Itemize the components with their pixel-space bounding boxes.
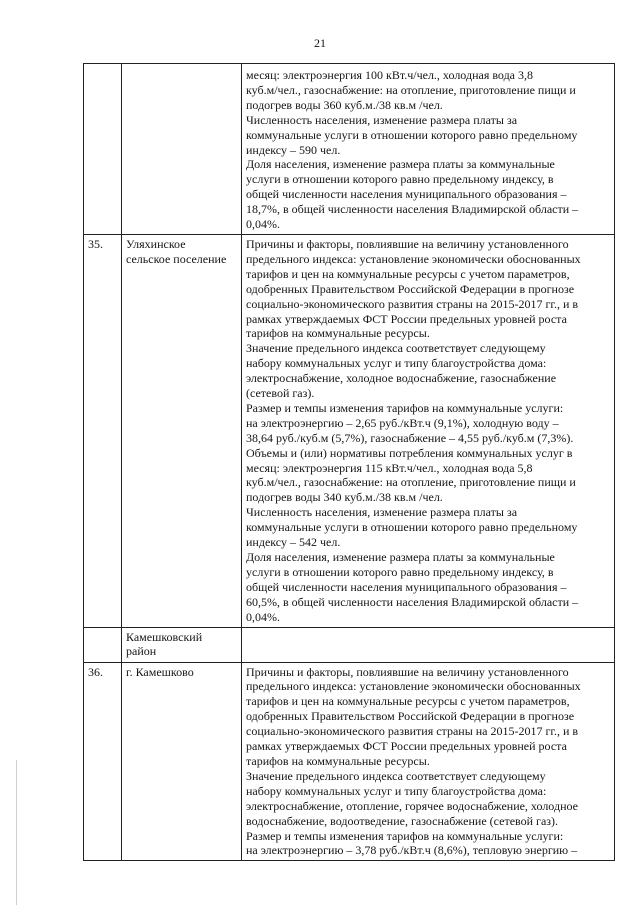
municipality-name-line: район bbox=[126, 644, 157, 659]
municipality-name-cell bbox=[122, 64, 242, 235]
description-line: Размер и темпы изменения тарифов на коммунальные услуги: bbox=[246, 400, 564, 415]
description-line: 0,04%. bbox=[246, 217, 280, 232]
description-line: Доля населения, изменение размера платы за коммунальные bbox=[246, 157, 555, 172]
description-line: предельного индекса: установление экономически обоснованных bbox=[246, 251, 581, 266]
description-line: социально-экономического развития страны на 2015-2017 гг., и в bbox=[246, 296, 579, 311]
row-number: 36. bbox=[88, 664, 103, 679]
description-line: Значение предельного индекса соответствует следующему bbox=[246, 768, 546, 783]
description-line: 18,7%, в общей численности населения Владимирской области – bbox=[246, 202, 579, 217]
description-line: тарифов на коммунальные ресурсы. bbox=[246, 326, 430, 341]
description-paragraph bbox=[246, 237, 610, 341]
row-number: 35. bbox=[88, 236, 103, 251]
description-line: набору коммунальных услуг и типу благоустройства дома: bbox=[246, 356, 547, 371]
description-line: тарифов на коммунальные ресурсы. bbox=[246, 753, 430, 768]
page-number: 21 bbox=[314, 36, 326, 50]
municipality-name-line: Уляхинское bbox=[126, 236, 186, 251]
description-line: предельного индекса: установление экономически обоснованных bbox=[246, 679, 581, 694]
row-number-cell bbox=[84, 627, 122, 662]
description-line: Численность населения, изменение размера платы за bbox=[246, 505, 518, 520]
description-line: Причины и факторы, повлиявшие на величину установленного bbox=[246, 236, 569, 251]
description-paragraph bbox=[246, 341, 610, 401]
description-line: индексу – 542 чел. bbox=[246, 535, 341, 550]
table-row bbox=[84, 64, 615, 235]
description-paragraph bbox=[246, 829, 610, 859]
description-line: социально-экономического развития страны на 2015-2017 гг., и в bbox=[246, 724, 579, 739]
description-line: услуги в отношении которого равно предельному индексу, в bbox=[246, 172, 554, 187]
description-line: коммунальные услуги в отношении которого равно предельному bbox=[246, 520, 578, 535]
description-line: на электроэнергию – 2,65 руб./кВт.ч (9,1%), холодную воду – bbox=[246, 415, 559, 430]
description-line: тарифов и цен на коммунальные ресурсы с учетом параметров, bbox=[246, 694, 570, 709]
description-line: набору коммунальных услуг и типу благоустройства дома: bbox=[246, 783, 547, 798]
description-paragraph bbox=[246, 446, 610, 506]
description-line: подогрев воды 340 куб.м./38 кв.м /чел. bbox=[246, 490, 443, 505]
description-line: 60,5%, в общей численности населения Владимирской области – bbox=[246, 594, 579, 609]
description-line: индексу – 590 чел. bbox=[246, 142, 341, 157]
scan-margin-line bbox=[16, 760, 17, 905]
description-line: куб.м/чел., газоснабжение: на отопление, приготовление пищи и bbox=[246, 82, 576, 97]
description-line: электроснабжение, отопление, горячее водоснабжение, холодное bbox=[246, 798, 578, 813]
table-row bbox=[84, 234, 615, 627]
description-line: одобренных Правительством Российской Федерации в прогнозе bbox=[246, 709, 575, 724]
description-line: Причины и факторы, повлиявшие на величину установленного bbox=[246, 664, 569, 679]
description-cell bbox=[242, 662, 615, 861]
municipality-name-line: Камешковский bbox=[126, 629, 203, 644]
description-paragraph bbox=[246, 550, 610, 625]
description-line: услуги в отношении которого равно предельному индексу, в bbox=[246, 564, 554, 579]
description-line: куб.м/чел., газоснабжение: на отопление, приготовление пищи и bbox=[246, 475, 576, 490]
description-paragraph bbox=[246, 505, 610, 550]
description-line: подогрев воды 360 куб.м./38 кв.м /чел. bbox=[246, 97, 443, 112]
table-row bbox=[84, 627, 615, 662]
description-paragraph bbox=[246, 401, 610, 446]
description-paragraph bbox=[246, 68, 610, 113]
row-number-cell bbox=[84, 234, 122, 627]
description-line: (сетевой газ). bbox=[246, 386, 315, 401]
description-line: общей численности населения муниципального образования – bbox=[246, 187, 567, 202]
description-line: рамках утверждаемых ФСТ России предельных уровней роста bbox=[246, 311, 567, 326]
description-paragraph bbox=[246, 113, 610, 158]
description-line: Численность населения, изменение размера платы за bbox=[246, 112, 518, 127]
description-paragraph bbox=[246, 665, 610, 769]
description-line: 38,64 руб./куб.м (5,7%), газоснабжение – 4,55 руб./куб.м (7,3%). bbox=[246, 430, 574, 445]
description-line: общей численности населения муниципального образования – bbox=[246, 579, 567, 594]
description-line: месяц: электроэнергия 100 кВт.ч/чел., холодная вода 3,8 bbox=[246, 68, 534, 82]
description-line: тарифов и цен на коммунальные ресурсы с учетом параметров, bbox=[246, 266, 570, 281]
description-cell bbox=[242, 64, 615, 235]
municipality-name-cell bbox=[122, 662, 242, 861]
description-paragraph bbox=[246, 157, 610, 232]
municipality-name-cell bbox=[122, 627, 242, 662]
description-line: одобренных Правительством Российской Федерации в прогнозе bbox=[246, 281, 575, 296]
description-line: рамках утверждаемых ФСТ России предельных уровней роста bbox=[246, 739, 567, 754]
description-paragraph bbox=[246, 769, 610, 829]
description-line: Значение предельного индекса соответствует следующему bbox=[246, 341, 546, 356]
description-line: на электроэнергию – 3,78 руб./кВт.ч (8,6%), тепловую энергию – bbox=[246, 843, 578, 858]
description-line: электроснабжение, холодное водоснабжение, газоснабжение bbox=[246, 371, 557, 386]
description-line: Доля населения, изменение размера платы за коммунальные bbox=[246, 550, 555, 564]
description-line: месяц: электроэнергия 115 кВт.ч/чел., холодная вода 5,8 bbox=[246, 460, 533, 475]
tariff-table bbox=[83, 63, 615, 861]
municipality-name-line: сельское поселение bbox=[126, 251, 227, 266]
municipality-name-cell bbox=[122, 234, 242, 627]
row-number-cell bbox=[84, 64, 122, 235]
table-row bbox=[84, 662, 615, 861]
description-cell bbox=[242, 234, 615, 627]
description-line: водоснабжение, водоотведение, газоснабжение (сетевой газ). bbox=[246, 813, 559, 828]
description-line: Объемы и (или) нормативы потребления коммунальных услуг в bbox=[246, 445, 573, 460]
row-number-cell bbox=[84, 662, 122, 861]
description-line: Размер и темпы изменения тарифов на коммунальные услуги: bbox=[246, 828, 564, 843]
description-line: 0,04%. bbox=[246, 609, 280, 624]
description-line: коммунальные услуги в отношении которого равно предельному bbox=[246, 127, 578, 142]
municipality-name-line: г. Камешково bbox=[126, 664, 194, 679]
description-cell bbox=[242, 627, 615, 662]
